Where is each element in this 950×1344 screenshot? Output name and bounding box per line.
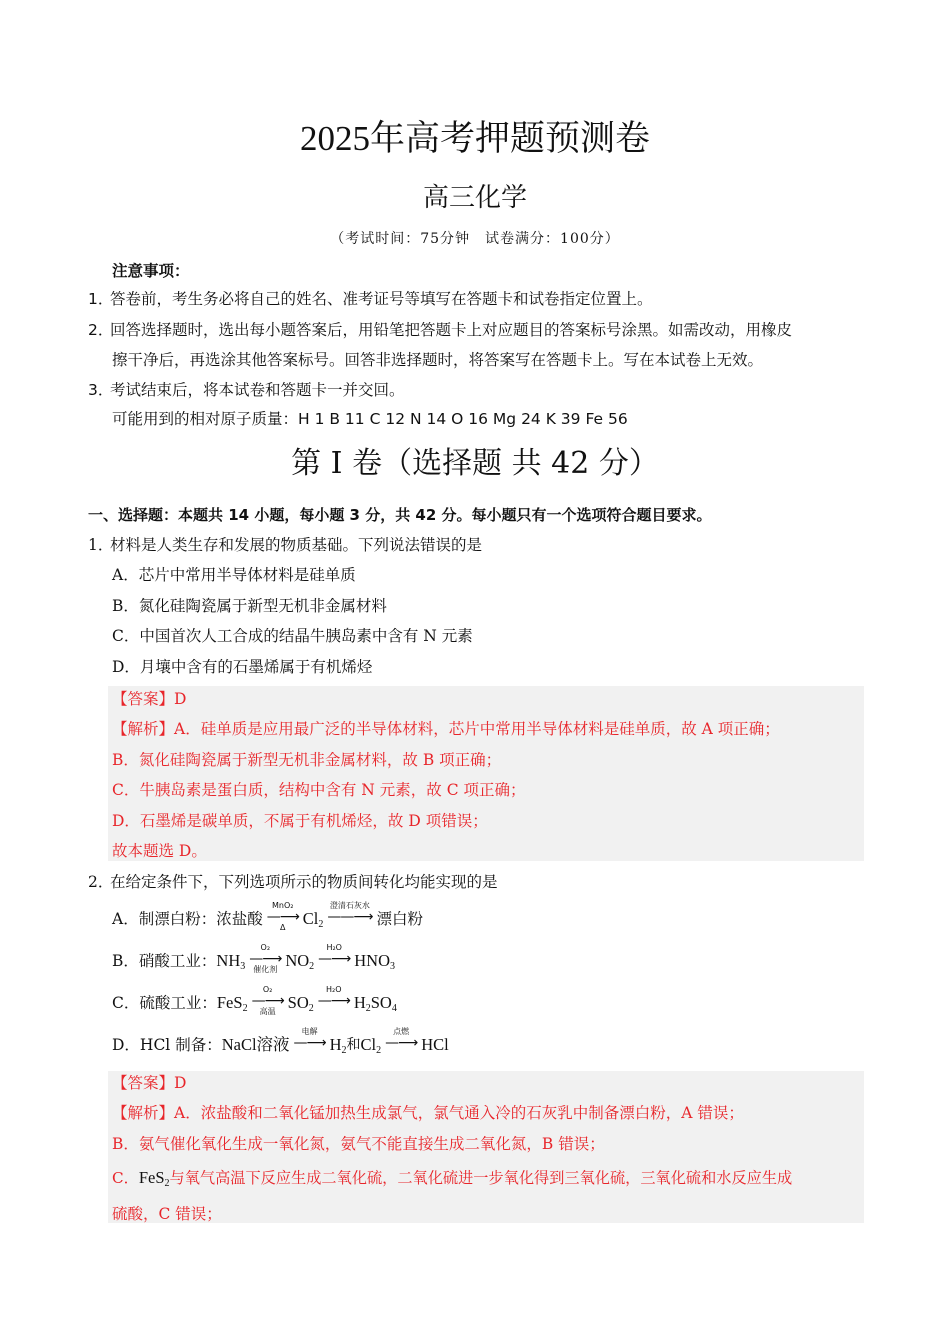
reaction-arrow: 电解 —⟶ bbox=[293, 1027, 326, 1051]
arrow-condition: MnO₂ bbox=[272, 901, 294, 910]
arrow-condition: H₂O bbox=[326, 985, 342, 994]
question-1-answer: 【答案】D bbox=[112, 690, 187, 708]
note-number: 2． bbox=[88, 321, 114, 339]
question-2-analysis-line: 硫酸，C 错误； bbox=[112, 1205, 222, 1223]
note-text: 回答选择题时，选出每小题答案后，用铅笔把答题卡上对应题目的答案标号涂黑。如需改动，用橡皮 bbox=[110, 321, 793, 339]
question-1-analysis-line: 故本题选 D。 bbox=[112, 842, 207, 860]
arrow-condition: 点燃 bbox=[393, 1027, 410, 1036]
product: $H_2$ bbox=[329, 1034, 347, 1056]
question-1-analysis-line: B．氮化硅陶瓷属于新型无机非金属材料，故 B 项正确； bbox=[112, 751, 502, 769]
option-label: D．HCl 制备： bbox=[112, 1035, 222, 1054]
question-text: 在给定条件下，下列选项所示的物质间转化均能实现的是 bbox=[110, 873, 498, 891]
question-number: 2． bbox=[88, 873, 114, 891]
reaction-arrow: MnO₂ —⟶ Δ bbox=[266, 901, 299, 932]
final-product: 漂白粉 bbox=[376, 909, 423, 928]
question-2-option-b bbox=[112, 945, 395, 976]
note-text: 答卷前，考生务必将自己的姓名、准考证号等填写在答题卡和试卷指定位置上。 bbox=[110, 290, 653, 308]
option-label: C．硫酸工业： bbox=[112, 993, 217, 1012]
arrow-condition: H₂O bbox=[326, 943, 342, 952]
final-product: HCl bbox=[421, 1034, 449, 1054]
conjunction: 和 bbox=[346, 1036, 361, 1053]
page-title: 2025年高考押题预测卷 bbox=[299, 119, 650, 158]
reaction-arrow: 澄清石灰水 ——⟶ bbox=[327, 901, 373, 925]
reactant: FeS$_2$ bbox=[216, 992, 248, 1014]
note-text-continued: 擦干净后，再选涂其他答案标号。回答非选择题时，将答案写在答题卡上。写在本试卷上无效。 bbox=[112, 351, 764, 369]
section-title: 第 I 卷（选择题 共 42 分） bbox=[291, 446, 659, 481]
formula: FeS$_2$ bbox=[138, 1168, 170, 1189]
note-text: 考试结束后，将本试卷和答题卡一并交回。 bbox=[110, 381, 405, 399]
question-2-answer: 【答案】D bbox=[112, 1074, 187, 1092]
question-2-analysis-line: 【解析】A．浓盐酸和二氧化锰加热生成氯气，氯气通入冷的石灰乳中制备漂白粉，A 错误； bbox=[112, 1104, 744, 1122]
product: $Cl_2$ bbox=[302, 908, 324, 930]
arrow-condition: Δ bbox=[280, 923, 286, 932]
option-label: A．制漂白粉： bbox=[112, 909, 217, 928]
question-2-option-d bbox=[112, 1029, 449, 1060]
question-1-analysis-line: 【解析】A．硅单质是应用最广泛的半导体材料，芯片中常用半导体材料是硅单质，故 A 项正确； bbox=[112, 720, 780, 738]
reactant: 浓盐酸 bbox=[216, 909, 263, 928]
arrow-condition: 高温 bbox=[259, 1007, 276, 1016]
question-2-option-c bbox=[112, 987, 397, 1018]
reaction-arrow: H₂O —⟶ bbox=[317, 985, 350, 1009]
question-1-option-c: C．中国首次人工合成的结晶牛胰岛素中含有 N 元素 bbox=[112, 627, 473, 645]
reaction-arrow: O₂ —⟶ 催化剂 bbox=[249, 943, 282, 974]
reaction-arrow: O₂ —⟶ 高温 bbox=[251, 985, 284, 1016]
question-text: 材料是人类生存和发展的物质基础。下列说法错误的是 bbox=[110, 536, 483, 554]
question-number: 1． bbox=[88, 536, 114, 554]
notes-heading: 注意事项： bbox=[112, 262, 190, 280]
question-1-analysis-line: D．石墨烯是碳单质，不属于有机烯烃，故 D 项错误； bbox=[112, 812, 488, 830]
question-1-option-d: D．月壤中含有的石墨烯属于有机烯烃 bbox=[112, 658, 373, 676]
page-subtitle: 高三化学 bbox=[422, 183, 527, 213]
question-1-option-b: B．氮化硅陶瓷属于新型无机非金属材料 bbox=[112, 597, 387, 615]
question-2-stem bbox=[88, 867, 868, 897]
question-2-option-a bbox=[112, 903, 423, 934]
product: $SO_2$ bbox=[287, 992, 314, 1014]
reactant: NaCl溶液 bbox=[221, 1034, 290, 1054]
option-label: B．硝酸工业： bbox=[112, 951, 217, 970]
atomic-masses: 可能用到的相对原子质量：H 1 B 11 C 12 N 14 O 16 Mg 24 K 39 Fe 56 bbox=[112, 410, 628, 428]
note-number: 3． bbox=[88, 381, 114, 399]
arrow-condition: 澄清石灰水 bbox=[329, 901, 370, 910]
arrow-condition: 催化剂 bbox=[253, 965, 278, 974]
exam-info: （考试时间：75分钟 试卷满分：100分） bbox=[330, 231, 620, 247]
product: $NO_2$ bbox=[285, 950, 315, 972]
note-item bbox=[88, 315, 868, 345]
product: $Cl_2$ bbox=[360, 1034, 382, 1056]
reaction-arrow: 点燃 —⟶ bbox=[385, 1027, 418, 1051]
arrow-condition: O₂ bbox=[260, 943, 271, 952]
reaction-arrow: H₂O —⟶ bbox=[318, 943, 351, 967]
question-2-analysis-line: B．氨气催化氧化生成一氧化氮，氨气不能直接生成二氧化氮，B 错误； bbox=[112, 1135, 605, 1153]
note-item bbox=[88, 375, 868, 405]
question-1-analysis-line: C．牛胰岛素是蛋白质，结构中含有 N 元素，故 C 项正确； bbox=[112, 781, 526, 799]
final-product: $H_2SO_4$ bbox=[353, 992, 397, 1014]
reactant: $NH_3$ bbox=[216, 950, 246, 972]
note-item bbox=[88, 284, 868, 314]
arrow-condition: 电解 bbox=[301, 1027, 318, 1036]
arrow-condition: O₂ bbox=[262, 985, 273, 994]
final-product: $HNO_3$ bbox=[354, 950, 395, 972]
section-instruction: 一、选择题：本题共 14 小题，每小题 3 分，共 42 分。每小题只有一个选项符合题目要求。 bbox=[88, 506, 712, 524]
note-number: 1． bbox=[88, 290, 114, 308]
question-2-analysis-line: C．FeS$_2$与氧气高温下反应生成二氧化硫，二氧化硫进一步氧化得到三氧化硫，三氧化硫和水反应生成 bbox=[112, 1168, 793, 1189]
question-1-option-a: A．芯片中常用半导体材料是硅单质 bbox=[112, 566, 356, 584]
question-1-stem bbox=[88, 530, 868, 560]
